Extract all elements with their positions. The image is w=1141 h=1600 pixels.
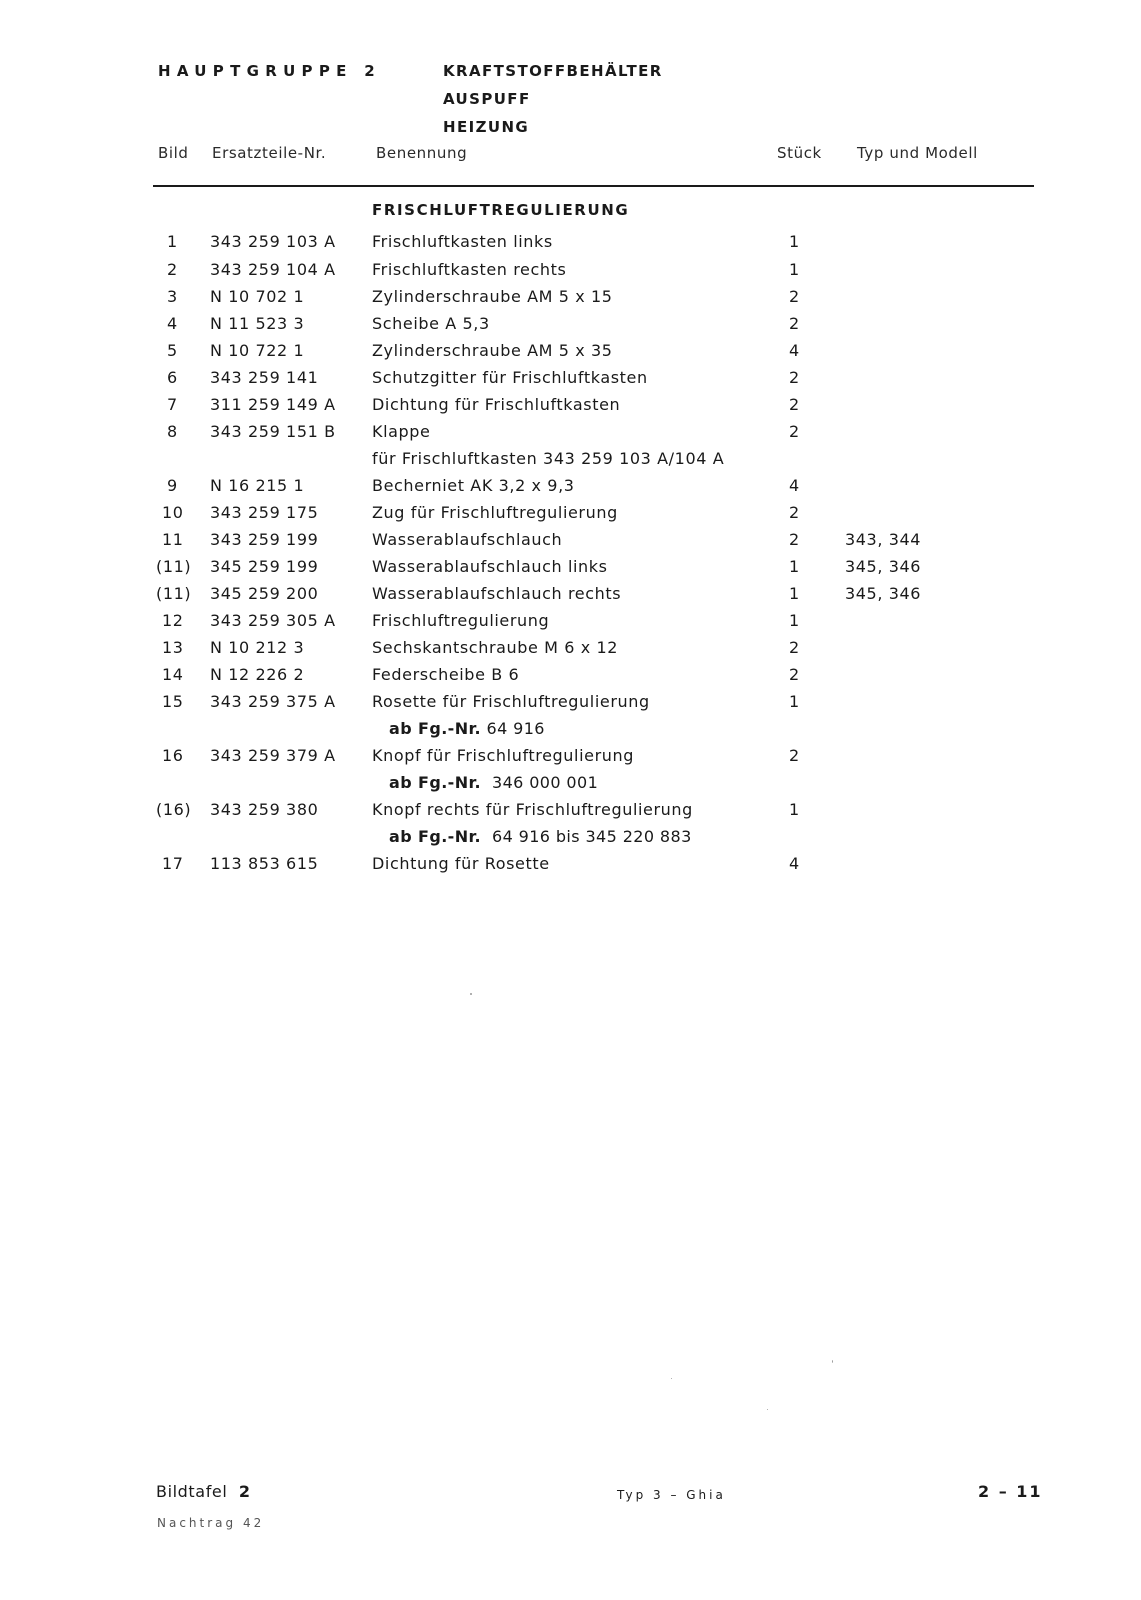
row-bild: 13 bbox=[162, 638, 184, 657]
scan-speck bbox=[767, 1409, 768, 1410]
row-part-number: 343 259 103 A bbox=[210, 232, 336, 251]
section-title: FRISCHLUFTREGULIERUNG bbox=[372, 201, 630, 219]
row-name: Becherniet AK 3,2 x 9,3 bbox=[372, 476, 575, 495]
row-bild: 2 bbox=[167, 260, 178, 279]
page-number: 2 – 11 bbox=[978, 1482, 1043, 1501]
row-name: Frischluftkasten links bbox=[372, 232, 553, 251]
row-part-number: 343 259 141 bbox=[210, 368, 319, 387]
row-name: Rosette für Frischluftregulierung bbox=[372, 692, 650, 711]
row-quantity: 2 bbox=[789, 422, 800, 441]
row-quantity: 2 bbox=[789, 395, 800, 414]
column-header-bild: Bild bbox=[158, 144, 189, 162]
row-name: Knopf rechts für Frischluftregulierung bbox=[372, 800, 693, 819]
row-quantity: 2 bbox=[789, 314, 800, 333]
row-name: Wasserablaufschlauch links bbox=[372, 557, 608, 576]
row-quantity: 2 bbox=[789, 665, 800, 684]
bildtafel-label: Bildtafel bbox=[156, 1482, 228, 1501]
row-part-number: N 10 702 1 bbox=[210, 287, 305, 306]
row-quantity: 1 bbox=[789, 611, 800, 630]
row-name: Dichtung für Frischluftkasten bbox=[372, 395, 621, 414]
bildtafel-number: 2 bbox=[238, 1482, 251, 1501]
row-name: Zug für Frischluftregulierung bbox=[372, 503, 618, 522]
note-prefix: ab Fg.-Nr. bbox=[389, 827, 481, 846]
row-quantity: 1 bbox=[789, 692, 800, 711]
row-quantity: 4 bbox=[789, 476, 800, 495]
scan-speck bbox=[470, 993, 472, 995]
row-type-model: 343, 344 bbox=[845, 530, 922, 549]
row-quantity: 2 bbox=[789, 746, 800, 765]
scan-speck bbox=[671, 1378, 672, 1379]
column-header-name: Benennung bbox=[376, 144, 468, 162]
row-part-number: 343 259 151 B bbox=[210, 422, 336, 441]
row-bild: 12 bbox=[162, 611, 184, 630]
row-bild: (11) bbox=[156, 557, 192, 576]
row-bild: 14 bbox=[162, 665, 184, 684]
row-part-number: 343 259 175 bbox=[210, 503, 319, 522]
row-name: Zylinderschraube AM 5 x 35 bbox=[372, 341, 613, 360]
note-value: 346 000 001 bbox=[491, 773, 599, 792]
hauptgruppe-label: HAUPTGRUPPE 2 bbox=[158, 62, 381, 80]
row-bild: 7 bbox=[167, 395, 178, 414]
row-quantity: 4 bbox=[789, 854, 800, 873]
row-part-number: 343 259 305 A bbox=[210, 611, 336, 630]
row-bild: 16 bbox=[162, 746, 184, 765]
row-note-knopf bbox=[389, 773, 598, 792]
row-note-knopf-rechts bbox=[389, 827, 692, 846]
footer-nachtrag: Nachtrag 42 bbox=[157, 1516, 265, 1530]
row-name: Frischluftkasten rechts bbox=[372, 260, 567, 279]
row-quantity: 2 bbox=[789, 368, 800, 387]
footer-bildtafel bbox=[156, 1482, 251, 1501]
row-quantity: 1 bbox=[789, 584, 800, 603]
row-quantity: 2 bbox=[789, 638, 800, 657]
row-part-number: 343 259 104 A bbox=[210, 260, 336, 279]
row-part-number: 113 853 615 bbox=[210, 854, 319, 873]
row-bild: 1 bbox=[167, 232, 178, 251]
row-bild: 8 bbox=[167, 422, 178, 441]
row-note-klappe: für Frischluftkasten 343 259 103 A/104 A bbox=[372, 449, 725, 468]
row-bild: 4 bbox=[167, 314, 178, 333]
row-bild: 11 bbox=[162, 530, 184, 549]
row-quantity: 1 bbox=[789, 260, 800, 279]
column-header-type-model: Typ und Modell bbox=[857, 144, 978, 162]
group-title-auspuff: AUSPUFF bbox=[443, 90, 531, 108]
row-part-number: 345 259 200 bbox=[210, 584, 319, 603]
row-name: Scheibe A 5,3 bbox=[372, 314, 490, 333]
row-quantity: 1 bbox=[789, 800, 800, 819]
row-name: Knopf für Frischluftregulierung bbox=[372, 746, 634, 765]
row-part-number: N 11 523 3 bbox=[210, 314, 305, 333]
scan-speck bbox=[832, 1360, 833, 1363]
row-part-number: N 16 215 1 bbox=[210, 476, 305, 495]
row-part-number: N 12 226 2 bbox=[210, 665, 305, 684]
row-part-number: N 10 212 3 bbox=[210, 638, 305, 657]
row-part-number: 311 259 149 A bbox=[210, 395, 336, 414]
row-bild: 5 bbox=[167, 341, 178, 360]
row-type-model: 345, 346 bbox=[845, 557, 922, 576]
header-rule bbox=[153, 185, 1034, 187]
note-prefix: ab Fg.-Nr. bbox=[389, 773, 481, 792]
row-name: Klappe bbox=[372, 422, 431, 441]
row-part-number: 343 259 379 A bbox=[210, 746, 336, 765]
row-bild: 6 bbox=[167, 368, 178, 387]
group-title-kraftstoffbehaelter: KRAFTSTOFFBEHÄLTER bbox=[443, 62, 663, 80]
row-part-number: N 10 722 1 bbox=[210, 341, 305, 360]
row-quantity: 4 bbox=[789, 341, 800, 360]
row-name: Dichtung für Rosette bbox=[372, 854, 550, 873]
row-name: Zylinderschraube AM 5 x 15 bbox=[372, 287, 613, 306]
row-bild: 10 bbox=[162, 503, 184, 522]
row-quantity: 1 bbox=[789, 557, 800, 576]
row-quantity: 2 bbox=[789, 530, 800, 549]
row-name: Schutzgitter für Frischluftkasten bbox=[372, 368, 648, 387]
row-bild: 9 bbox=[167, 476, 178, 495]
row-quantity: 2 bbox=[789, 287, 800, 306]
row-part-number: 345 259 199 bbox=[210, 557, 319, 576]
row-part-number: 343 259 380 bbox=[210, 800, 319, 819]
row-bild: 15 bbox=[162, 692, 184, 711]
row-bild: (11) bbox=[156, 584, 192, 603]
row-name: Frischluftregulierung bbox=[372, 611, 550, 630]
row-bild: (16) bbox=[156, 800, 192, 819]
note-value: 64 916 bis 345 220 883 bbox=[491, 827, 692, 846]
row-name: Federscheibe B 6 bbox=[372, 665, 520, 684]
row-quantity: 1 bbox=[789, 232, 800, 251]
note-prefix: ab Fg.-Nr. bbox=[389, 719, 481, 738]
row-bild: 17 bbox=[162, 854, 184, 873]
row-part-number: 343 259 375 A bbox=[210, 692, 336, 711]
row-name: Wasserablaufschlauch bbox=[372, 530, 563, 549]
column-header-part-number: Ersatzteile-Nr. bbox=[212, 144, 327, 162]
note-value: 64 916 bbox=[486, 719, 545, 738]
row-quantity: 2 bbox=[789, 503, 800, 522]
row-note-rosette bbox=[389, 719, 545, 738]
row-name: Sechskantschraube M 6 x 12 bbox=[372, 638, 619, 657]
row-name: Wasserablaufschlauch rechts bbox=[372, 584, 622, 603]
row-bild: 3 bbox=[167, 287, 178, 306]
group-title-heizung: HEIZUNG bbox=[443, 118, 530, 136]
row-part-number: 343 259 199 bbox=[210, 530, 319, 549]
column-header-quantity: Stück bbox=[777, 144, 822, 162]
footer-type: Typ 3 – Ghia bbox=[617, 1488, 726, 1502]
row-type-model: 345, 346 bbox=[845, 584, 922, 603]
